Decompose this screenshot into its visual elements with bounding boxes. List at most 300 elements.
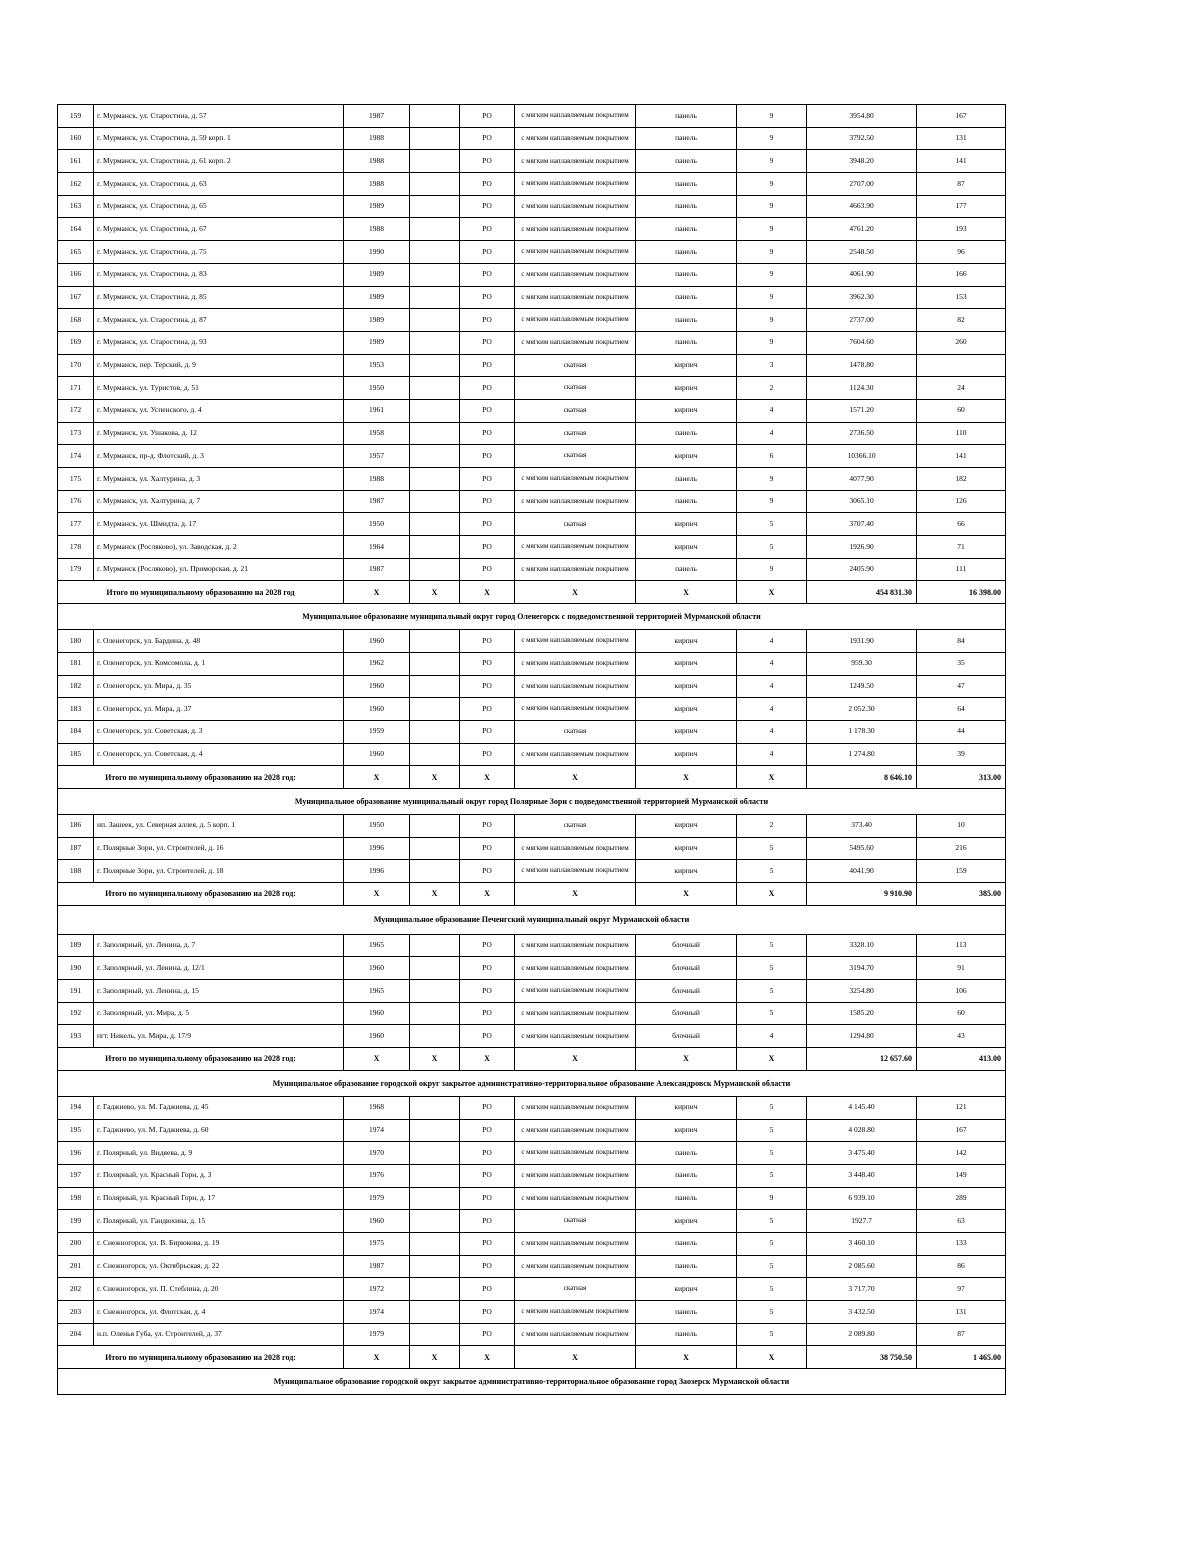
residents-cell: 111 — [917, 558, 1006, 581]
program-cell: РО — [460, 377, 515, 400]
empty-cell — [410, 377, 460, 400]
wall-material-cell: панель — [636, 173, 737, 196]
table-row — [58, 698, 1006, 721]
empty-cell — [410, 1278, 460, 1301]
wall-material-cell: кирпич — [636, 630, 737, 653]
empty-cell — [410, 630, 460, 653]
wall-material-cell: кирпич — [636, 814, 737, 837]
residents-cell: 113 — [917, 934, 1006, 957]
wall-material-cell: панель — [636, 1232, 737, 1255]
address-cell: г. Оленегорск, ул. Советская, д. 4 — [94, 743, 344, 766]
roof-type-cell: с мягким наплавляемым покрытием — [515, 1187, 636, 1210]
floors-cell: 4 — [737, 675, 807, 698]
empty-cell — [410, 241, 460, 264]
section-header-row — [58, 604, 1006, 630]
roof-type-cell: с мягким наплавляемым покрытием — [515, 1255, 636, 1278]
wall-material-cell: кирпич — [636, 513, 737, 536]
address-cell: г. Полярный, ул. Красный Горн, д. 17 — [94, 1187, 344, 1210]
x-mark-cell: X — [344, 1346, 410, 1369]
table-row — [58, 1232, 1006, 1255]
roof-type-cell: скатная — [515, 814, 636, 837]
program-cell: РО — [460, 837, 515, 860]
roof-type-cell: с мягким наплавляемым покрытием — [515, 241, 636, 264]
program-cell: РО — [460, 286, 515, 309]
build-year-cell: 1950 — [344, 814, 410, 837]
x-mark-cell: X — [344, 581, 410, 604]
row-number-cell: 164 — [58, 218, 94, 241]
build-year-cell: 1959 — [344, 720, 410, 743]
floors-cell: 3 — [737, 354, 807, 377]
wall-material-cell: кирпич — [636, 698, 737, 721]
roof-type-cell: с мягким наплавляемым покрытием — [515, 652, 636, 675]
empty-cell — [410, 1119, 460, 1142]
total-row — [58, 1048, 1006, 1071]
build-year-cell: 1965 — [344, 934, 410, 957]
x-mark-cell: X — [636, 1346, 737, 1369]
address-cell: г. Мурманск, ул. Успенского, д. 4 — [94, 399, 344, 422]
table-row — [58, 1278, 1006, 1301]
floors-cell: 9 — [737, 468, 807, 491]
total-area-cell: 454 831.30 — [807, 581, 917, 604]
residents-cell: 131 — [917, 1301, 1006, 1324]
floors-cell: 5 — [737, 860, 807, 883]
roof-type-cell: с мягким наплавляемым покрытием — [515, 698, 636, 721]
row-number-cell: 166 — [58, 263, 94, 286]
build-year-cell: 1996 — [344, 860, 410, 883]
empty-cell — [410, 860, 460, 883]
empty-cell — [410, 150, 460, 173]
x-mark-cell: X — [460, 883, 515, 906]
address-cell: г. Полярный, ул. Гандюхина, д. 15 — [94, 1210, 344, 1233]
wall-material-cell: блочный — [636, 1025, 737, 1048]
total-residents-cell: 413.00 — [917, 1048, 1006, 1071]
build-year-cell: 1968 — [344, 1096, 410, 1119]
x-mark-cell: X — [515, 1346, 636, 1369]
address-cell: г. Полярный, ул. Видяева, д. 9 — [94, 1142, 344, 1165]
total-label: Итого по муниципальному образованию на 2028 год — [58, 581, 344, 604]
address-cell: г. Оленегорск, ул. Мира, д. 37 — [94, 698, 344, 721]
address-cell: г. Мурманск, пр-д. Флотский, д. 3 — [94, 445, 344, 468]
address-cell: г. Мурманск, ул. Старостина, д. 93 — [94, 331, 344, 354]
table-row — [58, 743, 1006, 766]
x-mark-cell: X — [410, 883, 460, 906]
roof-type-cell: с мягким наплавляемым покрытием — [515, 127, 636, 150]
wall-material-cell: панель — [636, 1323, 737, 1346]
wall-material-cell: кирпич — [636, 445, 737, 468]
program-cell: РО — [460, 1164, 515, 1187]
floors-cell: 4 — [737, 743, 807, 766]
row-number-cell: 177 — [58, 513, 94, 536]
table-row — [58, 127, 1006, 150]
program-cell: РО — [460, 422, 515, 445]
row-number-cell: 185 — [58, 743, 94, 766]
wall-material-cell: панель — [636, 1142, 737, 1165]
area-cell: 1 178.30 — [807, 720, 917, 743]
table-row — [58, 1002, 1006, 1025]
area-cell: 4761.20 — [807, 218, 917, 241]
table-row — [58, 286, 1006, 309]
total-row — [58, 1346, 1006, 1369]
roof-type-cell: с мягким наплавляемым покрытием — [515, 1025, 636, 1048]
residents-cell: 167 — [917, 1119, 1006, 1142]
empty-cell — [410, 1255, 460, 1278]
floors-cell: 5 — [737, 1096, 807, 1119]
build-year-cell: 1953 — [344, 354, 410, 377]
area-cell: 3254.80 — [807, 980, 917, 1003]
roof-type-cell: с мягким наплавляемым покрытием — [515, 1002, 636, 1025]
build-year-cell: 1960 — [344, 675, 410, 698]
table-row — [58, 173, 1006, 196]
address-cell: г. Заполярный, ул. Ленина, д. 7 — [94, 934, 344, 957]
floors-cell: 6 — [737, 445, 807, 468]
empty-cell — [410, 652, 460, 675]
roof-type-cell: с мягким наплавляемым покрытием — [515, 1119, 636, 1142]
build-year-cell: 1962 — [344, 652, 410, 675]
section-title: Муниципальное образование Печенгский муниципальный округ Мурманской области — [58, 905, 1006, 934]
area-cell: 3 460.10 — [807, 1232, 917, 1255]
residents-cell: 96 — [917, 241, 1006, 264]
total-row — [58, 883, 1006, 906]
empty-cell — [410, 173, 460, 196]
section-header-row — [58, 1070, 1006, 1096]
table-row — [58, 675, 1006, 698]
wall-material-cell: кирпич — [636, 536, 737, 559]
program-cell: РО — [460, 860, 515, 883]
area-cell: 1478.80 — [807, 354, 917, 377]
empty-cell — [410, 331, 460, 354]
table-row — [58, 1142, 1006, 1165]
program-cell: РО — [460, 127, 515, 150]
roof-type-cell: с мягким наплавляемым покрытием — [515, 331, 636, 354]
empty-cell — [410, 422, 460, 445]
table-row — [58, 980, 1006, 1003]
wall-material-cell: блочный — [636, 957, 737, 980]
row-number-cell: 174 — [58, 445, 94, 468]
build-year-cell: 1960 — [344, 630, 410, 653]
build-year-cell: 1965 — [344, 980, 410, 1003]
residents-cell: 60 — [917, 1002, 1006, 1025]
row-number-cell: 186 — [58, 814, 94, 837]
row-number-cell: 170 — [58, 354, 94, 377]
floors-cell: 4 — [737, 399, 807, 422]
row-number-cell: 203 — [58, 1301, 94, 1324]
program-cell: РО — [460, 1255, 515, 1278]
floors-cell: 9 — [737, 263, 807, 286]
roof-type-cell: с мягким наплавляемым покрытием — [515, 630, 636, 653]
roof-type-cell: с мягким наплавляемым покрытием — [515, 837, 636, 860]
residents-cell: 149 — [917, 1164, 1006, 1187]
area-cell: 4 145.40 — [807, 1096, 917, 1119]
floors-cell: 5 — [737, 957, 807, 980]
residents-cell: 10 — [917, 814, 1006, 837]
empty-cell — [410, 1025, 460, 1048]
area-cell: 1931.90 — [807, 630, 917, 653]
program-cell: РО — [460, 1096, 515, 1119]
row-number-cell: 198 — [58, 1187, 94, 1210]
build-year-cell: 1987 — [344, 558, 410, 581]
residents-cell: 84 — [917, 630, 1006, 653]
wall-material-cell: панель — [636, 105, 737, 128]
empty-cell — [410, 468, 460, 491]
x-mark-cell: X — [515, 883, 636, 906]
row-number-cell: 190 — [58, 957, 94, 980]
address-cell: г. Оленегорск, ул. Комсомола, д. 1 — [94, 652, 344, 675]
floors-cell: 9 — [737, 150, 807, 173]
area-cell: 3194.70 — [807, 957, 917, 980]
address-cell: г. Полярный, ул. Красный Горн, д. 3 — [94, 1164, 344, 1187]
program-cell: РО — [460, 218, 515, 241]
table-row — [58, 652, 1006, 675]
table-row — [58, 354, 1006, 377]
roof-type-cell: с мягким наплавляемым покрытием — [515, 195, 636, 218]
row-number-cell: 179 — [58, 558, 94, 581]
area-cell: 2737.00 — [807, 309, 917, 332]
program-cell: РО — [460, 1210, 515, 1233]
floors-cell: 9 — [737, 309, 807, 332]
residents-cell: 159 — [917, 860, 1006, 883]
empty-cell — [410, 354, 460, 377]
program-cell: РО — [460, 331, 515, 354]
residents-cell: 141 — [917, 445, 1006, 468]
section-header-row — [58, 788, 1006, 814]
wall-material-cell: кирпич — [636, 1119, 737, 1142]
table-row — [58, 814, 1006, 837]
x-mark-cell: X — [737, 766, 807, 789]
empty-cell — [410, 399, 460, 422]
build-year-cell: 1979 — [344, 1187, 410, 1210]
area-cell: 1571.20 — [807, 399, 917, 422]
x-mark-cell: X — [460, 1048, 515, 1071]
table-row — [58, 241, 1006, 264]
build-year-cell: 1960 — [344, 1025, 410, 1048]
roof-type-cell: с мягким наплавляемым покрытием — [515, 558, 636, 581]
area-cell: 5495.60 — [807, 837, 917, 860]
program-cell: РО — [460, 173, 515, 196]
program-cell: РО — [460, 513, 515, 536]
table-row — [58, 1187, 1006, 1210]
roof-type-cell: с мягким наплавляемым покрытием — [515, 980, 636, 1003]
residents-cell: 182 — [917, 468, 1006, 491]
floors-cell: 5 — [737, 1301, 807, 1324]
area-cell: 4 028.80 — [807, 1119, 917, 1142]
residents-cell: 142 — [917, 1142, 1006, 1165]
build-year-cell: 1989 — [344, 309, 410, 332]
build-year-cell: 1960 — [344, 698, 410, 721]
program-cell: РО — [460, 241, 515, 264]
floors-cell: 4 — [737, 652, 807, 675]
total-row — [58, 581, 1006, 604]
program-cell: РО — [460, 468, 515, 491]
residents-cell: 141 — [917, 150, 1006, 173]
address-cell: г. Мурманск (Росляково), ул. Заводская, д. 2 — [94, 536, 344, 559]
program-cell: РО — [460, 630, 515, 653]
row-number-cell: 196 — [58, 1142, 94, 1165]
program-cell: РО — [460, 558, 515, 581]
table-row — [58, 536, 1006, 559]
floors-cell: 5 — [737, 513, 807, 536]
address-cell: г. Оленегорск, ул. Бардина, д. 48 — [94, 630, 344, 653]
area-cell: 4061.90 — [807, 263, 917, 286]
wall-material-cell: панель — [636, 422, 737, 445]
wall-material-cell: кирпич — [636, 1096, 737, 1119]
residents-cell: 131 — [917, 127, 1006, 150]
table-row — [58, 513, 1006, 536]
address-cell: г. Мурманск, ул. Халтурина, д. 3 — [94, 468, 344, 491]
build-year-cell: 1964 — [344, 536, 410, 559]
floors-cell: 5 — [737, 934, 807, 957]
build-year-cell: 1950 — [344, 513, 410, 536]
roof-type-cell: с мягким наплавляемым покрытием — [515, 1142, 636, 1165]
table-row — [58, 309, 1006, 332]
floors-cell: 5 — [737, 536, 807, 559]
row-number-cell: 160 — [58, 127, 94, 150]
empty-cell — [410, 218, 460, 241]
floors-cell: 5 — [737, 1210, 807, 1233]
floors-cell: 5 — [737, 837, 807, 860]
address-cell: г. Полярные Зори, ул. Строителей, д. 16 — [94, 837, 344, 860]
build-year-cell: 1989 — [344, 263, 410, 286]
area-cell: 2 089.80 — [807, 1323, 917, 1346]
program-cell: РО — [460, 445, 515, 468]
address-cell: г. Гаджиево, ул. М. Гаджиева, д. 45 — [94, 1096, 344, 1119]
floors-cell: 9 — [737, 173, 807, 196]
wall-material-cell: панель — [636, 1255, 737, 1278]
row-number-cell: 188 — [58, 860, 94, 883]
roof-type-cell: скатная — [515, 377, 636, 400]
floors-cell: 5 — [737, 1255, 807, 1278]
table-row — [58, 445, 1006, 468]
wall-material-cell: панель — [636, 1164, 737, 1187]
empty-cell — [410, 743, 460, 766]
total-area-cell: 38 750.50 — [807, 1346, 917, 1369]
wall-material-cell: панель — [636, 490, 737, 513]
row-number-cell: 183 — [58, 698, 94, 721]
table-row — [58, 105, 1006, 128]
build-year-cell: 1957 — [344, 445, 410, 468]
address-cell: г. Мурманск, ул. Ушакова, д. 12 — [94, 422, 344, 445]
x-mark-cell: X — [636, 1048, 737, 1071]
program-cell: РО — [460, 1119, 515, 1142]
empty-cell — [410, 1096, 460, 1119]
roof-type-cell: с мягким наплавляемым покрытием — [515, 218, 636, 241]
floors-cell: 2 — [737, 814, 807, 837]
area-cell: 3792.50 — [807, 127, 917, 150]
x-mark-cell: X — [636, 766, 737, 789]
residents-cell: 35 — [917, 652, 1006, 675]
table-row — [58, 399, 1006, 422]
floors-cell: 9 — [737, 195, 807, 218]
wall-material-cell: панель — [636, 558, 737, 581]
roof-type-cell: скатная — [515, 513, 636, 536]
roof-type-cell: с мягким наплавляемым покрытием — [515, 173, 636, 196]
x-mark-cell: X — [636, 581, 737, 604]
roof-type-cell: скатная — [515, 1278, 636, 1301]
row-number-cell: 199 — [58, 1210, 94, 1233]
empty-cell — [410, 1323, 460, 1346]
residents-cell: 87 — [917, 173, 1006, 196]
address-cell: г. Снежногорск, ул. Октябрьская, д. 22 — [94, 1255, 344, 1278]
x-mark-cell: X — [344, 1048, 410, 1071]
roof-type-cell: скатная — [515, 1210, 636, 1233]
build-year-cell: 1960 — [344, 1210, 410, 1233]
empty-cell — [410, 1164, 460, 1187]
floors-cell: 2 — [737, 377, 807, 400]
row-number-cell: 161 — [58, 150, 94, 173]
section-header-row — [58, 905, 1006, 934]
wall-material-cell: блочный — [636, 934, 737, 957]
row-number-cell: 194 — [58, 1096, 94, 1119]
floors-cell: 5 — [737, 1142, 807, 1165]
address-cell: г. Мурманск, ул. Старостина, д. 65 — [94, 195, 344, 218]
wall-material-cell: панель — [636, 1187, 737, 1210]
build-year-cell: 1988 — [344, 218, 410, 241]
section-title: Муниципальное образование муниципальный округ город Оленегорск с подведомственной территорией Мурманской области — [58, 604, 1006, 630]
residents-cell: 153 — [917, 286, 1006, 309]
build-year-cell: 1989 — [344, 331, 410, 354]
table-row — [58, 468, 1006, 491]
address-cell: н.п. Оленья Губа, ул. Строителей, д. 37 — [94, 1323, 344, 1346]
wall-material-cell: панель — [636, 150, 737, 173]
area-cell: 1926.90 — [807, 536, 917, 559]
address-cell: г. Мурманск, ул. Старостина, д. 59 корп. 1 — [94, 127, 344, 150]
residents-cell: 133 — [917, 1232, 1006, 1255]
residents-cell: 126 — [917, 490, 1006, 513]
build-year-cell: 1960 — [344, 1002, 410, 1025]
table-row — [58, 1210, 1006, 1233]
empty-cell — [410, 445, 460, 468]
row-number-cell: 195 — [58, 1119, 94, 1142]
wall-material-cell: кирпич — [636, 652, 737, 675]
build-year-cell: 1979 — [344, 1323, 410, 1346]
floors-cell: 9 — [737, 218, 807, 241]
area-cell: 1294.80 — [807, 1025, 917, 1048]
address-cell: г. Мурманск, ул. Старостина, д. 63 — [94, 173, 344, 196]
program-cell: РО — [460, 1278, 515, 1301]
build-year-cell: 1975 — [344, 1232, 410, 1255]
roof-type-cell: с мягким наплавляемым покрытием — [515, 934, 636, 957]
housing-register-table — [57, 104, 1006, 1395]
address-cell: г. Мурманск, ул. Старостина, д. 61 корп. 2 — [94, 150, 344, 173]
roof-type-cell: с мягким наплавляемым покрытием — [515, 286, 636, 309]
area-cell: 2548.50 — [807, 241, 917, 264]
residents-cell: 82 — [917, 309, 1006, 332]
x-mark-cell: X — [460, 581, 515, 604]
build-year-cell: 1987 — [344, 105, 410, 128]
x-mark-cell: X — [410, 581, 460, 604]
area-cell: 3948.20 — [807, 150, 917, 173]
build-year-cell: 1988 — [344, 173, 410, 196]
empty-cell — [410, 286, 460, 309]
area-cell: 10366.10 — [807, 445, 917, 468]
address-cell: г. Мурманск, ул. Старостина, д. 87 — [94, 309, 344, 332]
residents-cell: 64 — [917, 698, 1006, 721]
roof-type-cell: с мягким наплавляемым покрытием — [515, 105, 636, 128]
build-year-cell: 1972 — [344, 1278, 410, 1301]
residents-cell: 87 — [917, 1323, 1006, 1346]
floors-cell: 4 — [737, 698, 807, 721]
wall-material-cell: кирпич — [636, 1278, 737, 1301]
residents-cell: 44 — [917, 720, 1006, 743]
table-row — [58, 1164, 1006, 1187]
table-row — [58, 422, 1006, 445]
area-cell: 2 085.60 — [807, 1255, 917, 1278]
residents-cell: 71 — [917, 536, 1006, 559]
address-cell: г. Мурманск, ул. Старостина, д. 75 — [94, 241, 344, 264]
program-cell: РО — [460, 105, 515, 128]
roof-type-cell: с мягким наплавляемым покрытием — [515, 468, 636, 491]
address-cell: г. Мурманск, ул. Туристов, д. 51 — [94, 377, 344, 400]
roof-type-cell: скатная — [515, 445, 636, 468]
